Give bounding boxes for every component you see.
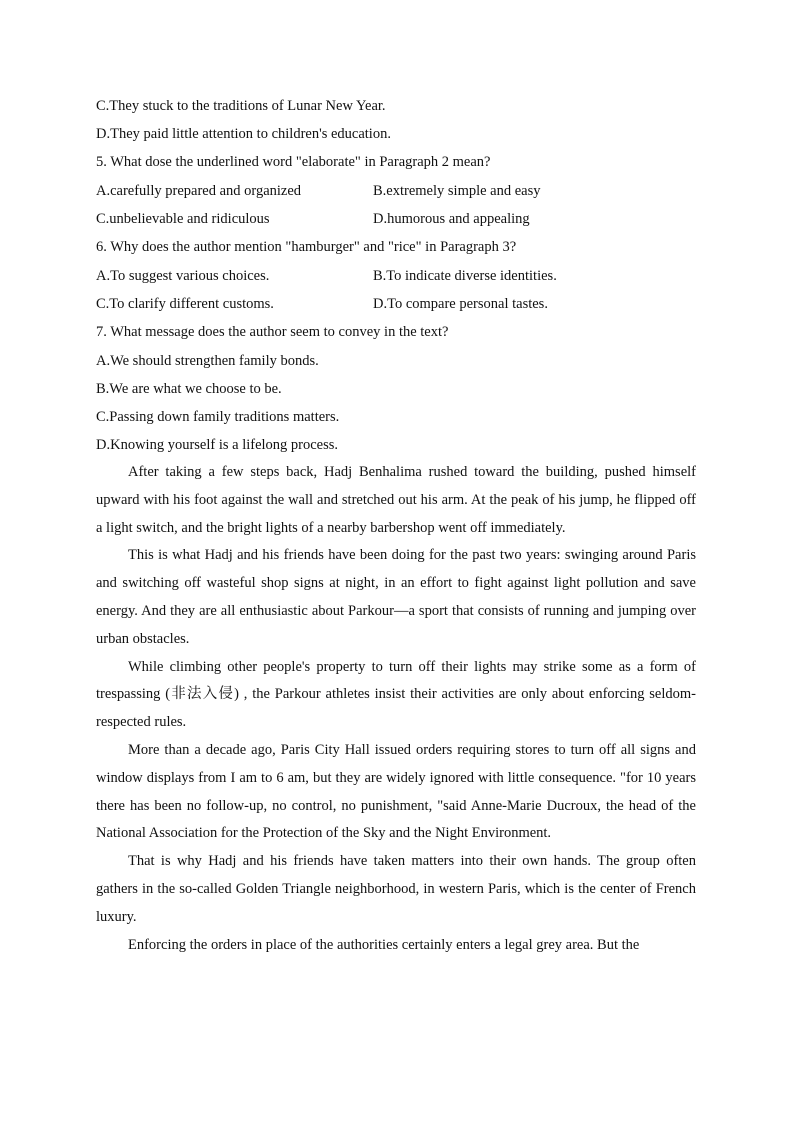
passage-paragraph-2: This is what Hadj and his friends have been doing for the past two years: swinging around Paris and switching off wasteful shop signs at night, in an effort to fight against light pollution and save energy. And they are all enthusiastic about Parkour—a sport that consists of running and jumping over urban obstacles. (96, 547, 696, 647)
q6-option-c: C.To clarify different customs. (96, 296, 274, 312)
passage-paragraph-1: After taking a few steps back, Hadj Benhalima rushed toward the building, pushed himself upward with his foot against the wall and stretched out his arm. At the peak of his jump, he flipped off a light switch, and the bright lights of a nearby barbershop went off immediately. (96, 464, 696, 536)
q5-option-d: D.humorous and appealing (373, 211, 530, 227)
q5-option-c: C.unbelievable and ridiculous (96, 211, 270, 227)
q5-stem: 5. What dose the underlined word "elaborate" in Paragraph 2 mean? (96, 154, 491, 170)
q6-options-row-2 (96, 290, 696, 318)
q7-option-b: B.We are what we choose to be. (96, 381, 282, 397)
q6-stem: 6. Why does the author mention "hamburger" and "rice" in Paragraph 3? (96, 239, 517, 255)
q4-option-c: C.They stuck to the traditions of Lunar New Year. (96, 98, 386, 114)
q5-option-a: A.carefully prepared and organized (96, 183, 302, 199)
q7-option-a: A.We should strengthen family bonds. (96, 353, 319, 369)
q5-options-row-1 (96, 177, 696, 205)
q6-option-b: B.To indicate diverse identities. (373, 268, 557, 284)
passage-paragraph-4: More than a decade ago, Paris City Hall issued orders requiring stores to turn off all signs and window displays from I am to 6 am, but they are widely ignored with little consequence. "for 10 years there has been no follow-up, no control, no punishment, "said Anne-Marie Ducroux, the head of the National Association for the Protection of the Sky and the Night Environment. (96, 741, 696, 842)
q6-options-row-1 (96, 262, 696, 290)
q6-option-a: A.To suggest various choices. (96, 268, 270, 284)
passage-paragraph-3: While climbing other people's property to turn off their lights may strike some as a form of trespassing (非法入侵) , the Parkour athletes insist their activities are only about enforcing seldom-respected rules. (96, 658, 696, 731)
passage-paragraph-5: That is why Hadj and his friends have taken matters into their own hands. The group often gathers in the so-called Golden Triangle neighborhood, in western Paris, which is the center of French luxury. (96, 853, 696, 925)
passage-paragraph-6: Enforcing the orders in place of the authorities certainly enters a legal grey area. But the (128, 936, 640, 953)
q5-options-row-2 (96, 205, 696, 233)
q7-option-d: D.Knowing yourself is a lifelong process. (96, 437, 339, 453)
q7-option-c: C.Passing down family traditions matters. (96, 409, 340, 425)
q7-stem: 7. What message does the author seem to convey in the text? (96, 324, 449, 340)
q5-option-b: B.extremely simple and easy (373, 183, 541, 199)
q4-option-d: D.They paid little attention to children's education. (96, 126, 391, 142)
exam-page (96, 92, 696, 959)
q6-option-d: D.To compare personal tastes. (373, 296, 548, 312)
